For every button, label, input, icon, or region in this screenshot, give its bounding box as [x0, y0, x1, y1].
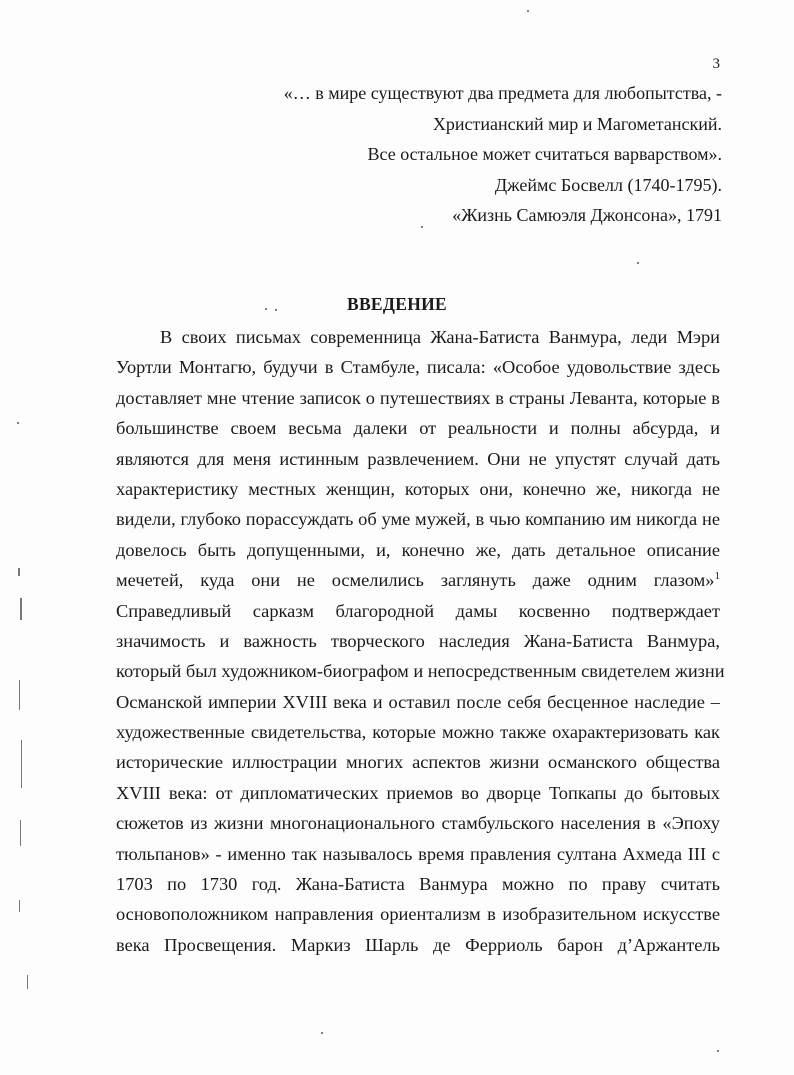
scan-speck: [275, 309, 277, 311]
page-number: 3: [712, 56, 720, 72]
body-line: являются для меня истинным развлечением. Они не упустят случай дать: [116, 448, 720, 469]
footnote-reference: 1: [714, 570, 720, 583]
scan-speck: [637, 262, 639, 264]
body-line: основоположником направления ориентализм в изобразительном искусстве: [116, 904, 720, 925]
scan-margin-mark: [27, 975, 28, 989]
scan-speck: [17, 422, 19, 424]
epigraph-source: «Жизнь Самюэля Джонсона», 1791: [452, 205, 722, 225]
epigraph-author: Джеймс Босвелл (1740-1795).: [494, 174, 722, 195]
epigraph-line: Христианский мир и Магометанский.: [432, 113, 722, 134]
body-line: тюльпанов» - именно так называлось время правления султана Ахмеда III с: [116, 843, 720, 864]
body-line: характеристику местных женщин, которых они, конечно же, никогда не: [116, 478, 720, 499]
body-line: художественные свидетельства, которые можно также охарактеризовать как: [116, 722, 720, 743]
scan-speck: [265, 308, 267, 310]
scan-margin-mark: [19, 900, 20, 912]
epigraph-line: Все остальное может считаться варварством».: [367, 144, 722, 164]
body-line: большинстве своем весьма далеки от реальности и полны абсурда, и: [116, 418, 720, 439]
body-line: века Просвещения. Маркиз Шарль де Ферриоль барон д’Аржантель: [116, 934, 720, 955]
body-line-text: мечетей, куда они не осмелились заглянуть даже одним глазом»: [116, 570, 715, 591]
scan-margin-mark: [20, 820, 21, 846]
body-line: XVIII века: от дипломатических приемов во дворце Топкапы до бытовых: [116, 782, 720, 803]
scan-margin-mark: [18, 568, 20, 576]
body-line-with-footnote: [116, 565, 720, 595]
epigraph: [202, 78, 722, 231]
body-line: В своих письмах современница Жана-Батиста Ванмура, леди Мэри: [160, 327, 720, 347]
body-line: сюжетов из жизни многонационального стамбульского населения в «Эпоху: [116, 813, 720, 834]
body-line: значимость и важность творческого наследия Жана-Батиста Ванмура,: [116, 630, 720, 651]
body-line: исторические иллюстрации многих аспектов жизни османского общества: [116, 752, 720, 773]
scan-speck: [421, 226, 423, 228]
scan-speck: [321, 1032, 323, 1034]
body-line: доставляет мне чтение записок о путешествиях в страны Леванта, которые в: [116, 387, 720, 408]
scan-speck: [717, 1050, 719, 1052]
scan-margin-mark: [21, 740, 22, 788]
section-heading: ВВЕДЕНИЕ: [346, 294, 448, 314]
body-line: довелось быть допущенными, и, конечно же, дать детальное описание: [116, 539, 720, 560]
scan-margin-mark: [20, 598, 22, 620]
body-line: Справедливый сарказм благородной дамы косвенно подтверждает: [116, 600, 720, 621]
scan-margin-mark: [19, 680, 20, 710]
body-line: который был художником-биографом и непосредственным свидетелем жизни: [116, 661, 725, 682]
body-line: Уортли Монтагю, будучи в Стамбуле, писала: «Особое удовольствие здесь: [116, 357, 720, 378]
body-line: Османской империи XVIII века и оставил после себя бесценное наследие –: [116, 691, 720, 712]
body-line: видели, глубоко порассуждать об уме мужей, в чью компанию им никогда не: [116, 509, 720, 530]
body-line: 1703 по 1730 год. Жана-Батиста Ванмура можно по праву считать: [116, 874, 720, 895]
epigraph-line: «… в мире существуют два предмета для любопытства, -: [283, 83, 722, 103]
body-paragraph: [116, 322, 725, 960]
scan-speck: [527, 10, 529, 12]
